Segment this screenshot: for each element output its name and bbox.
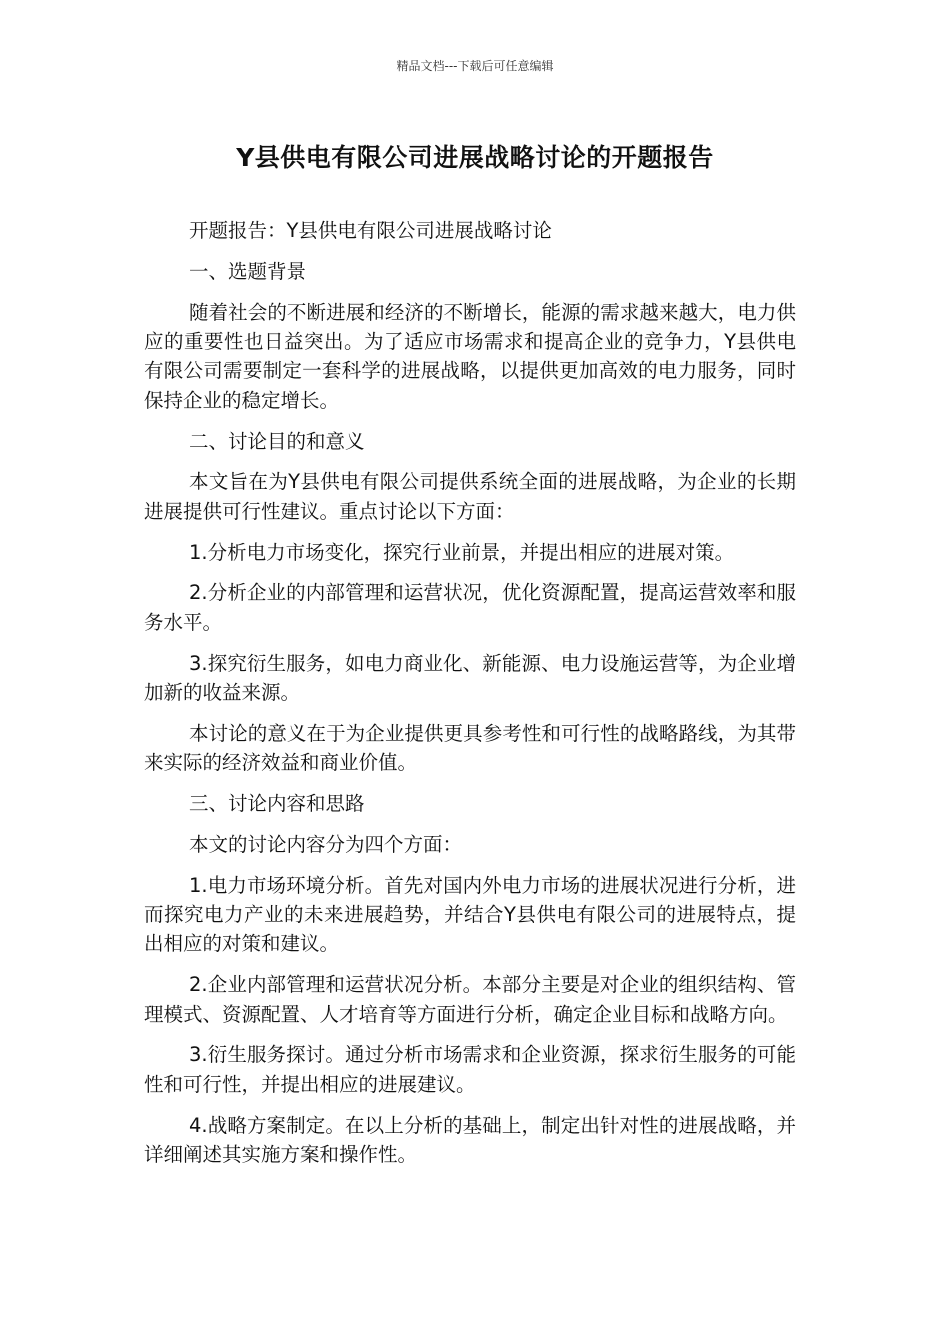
report-subtitle: 开题报告：Y县供电有限公司进展战略讨论 bbox=[189, 219, 552, 242]
section-heading-background: 一、选题背景 bbox=[189, 259, 307, 283]
list-item-content-3: 3.衍生服务探讨。通过分析市场需求和企业资源，探求衍生服务的可能性和可行性，并提出相应的进展建议。 bbox=[144, 1043, 796, 1096]
section-heading-content: 三、讨论内容和思路 bbox=[189, 792, 365, 816]
document-body bbox=[144, 216, 796, 1181]
paragraph-background: 随着社会的不断进展和经济的不断增长，能源的需求越来越大，电力供应的重要性也日益突出。为了适应市场需求和提高企业的竞争力，Y县供电有限公司需要制定一套科学的进展战略，以提供更加高效的电力服务，同时保持企业的稳定增长。 bbox=[144, 300, 796, 412]
paragraph-content-intro: 本文的讨论内容分为四个方面： bbox=[189, 832, 463, 856]
list-item-content-1: 1.电力市场环境分析。首先对国内外电力市场的进展状况进行分析，进而探究电力产业的未来进展趋势，并结合Y县供电有限公司的进展特点，提出相应的对策和建议。 bbox=[144, 873, 796, 956]
paragraph-purpose: 本文旨在为Y县供电有限公司提供系统全面的进展战略，为企业的长期进展提供可行性建议。重点讨论以下方面： bbox=[144, 470, 796, 523]
list-item-purpose-1: 1.分析电力市场变化，探究行业前景，并提出相应的进展对策。 bbox=[189, 540, 735, 564]
list-item-purpose-2: 2.分析企业的内部管理和运营状况，优化资源配置，提高运营效率和服务水平。 bbox=[144, 581, 796, 634]
document-title: Y县供电有限公司进展战略讨论的开题报告 bbox=[236, 143, 714, 172]
list-item-purpose-3: 3.探究衍生服务，如电力商业化、新能源、电力设施运营等，为企业增加新的收益来源。 bbox=[144, 651, 796, 705]
list-item-content-4: 4.战略方案制定。在以上分析的基础上，制定出针对性的进展战略，并详细阐述其实施方案和操作性。 bbox=[144, 1113, 796, 1167]
section-heading-purpose: 二、讨论目的和意义 bbox=[189, 429, 365, 453]
paragraph-significance: 本讨论的意义在于为企业提供更具参考性和可行性的战略路线，为其带来实际的经济效益和商业价值。 bbox=[144, 721, 796, 775]
list-item-content-2: 2.企业内部管理和运营状况分析。本部分主要是对企业的组织结构、管理模式、资源配置、人才培育等方面进行分析，确定企业目标和战略方向。 bbox=[144, 973, 796, 1026]
page-header-note: 精品文档---下载后可任意编辑 bbox=[396, 59, 554, 73]
